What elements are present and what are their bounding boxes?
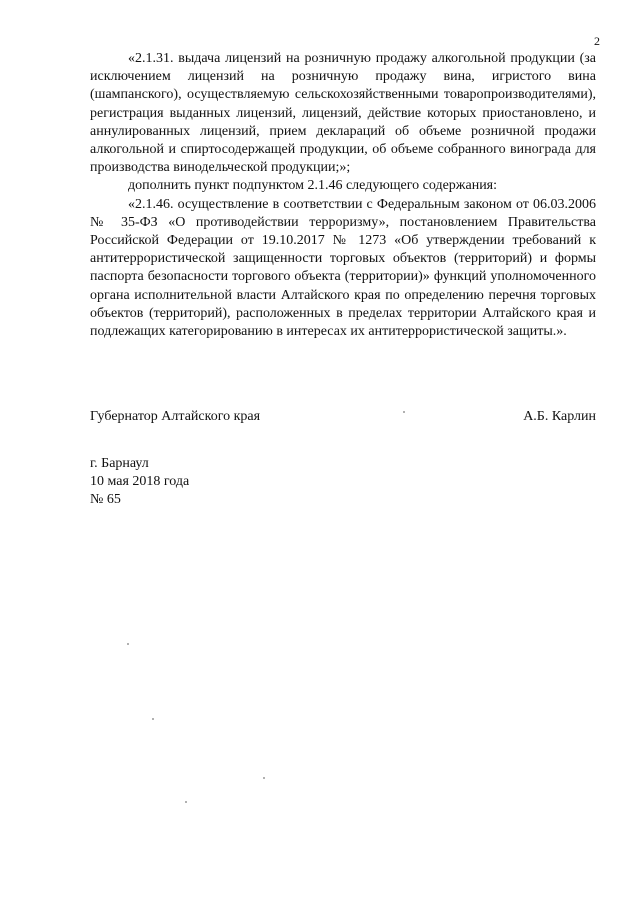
paragraph-2-1-46: «2.1.46. осуществление в соответствии с Федеральным законом от 06.03.2006 № 35-ФЗ «О противодействии терроризму», постановлением Правительства Российской Федерации от 19.10.2017 № 1273 «Об утверждении требований к антитеррористической защищенности торговых объектов (территорий) и формы паспорта безопасности торгового объекта (территории)» функций уполномоченного органа исполнительной власти Алтайского края по определению перечня торговых объектов (территорий), расположенных в пределах территории Алтайского края и подлежащих категорированию в интересах их антитеррористической защиты.». [90, 196, 596, 340]
issue-details [90, 455, 189, 509]
scan-speck [185, 801, 187, 803]
issue-date: 10 мая 2018 года [90, 474, 190, 489]
issue-number: № 65 [90, 492, 121, 507]
scan-speck [403, 411, 405, 413]
signatory-title: Губернатор Алтайского края [90, 409, 261, 424]
paragraph-amendment-intro: дополнить пункт подпунктом 2.1.46 следующего содержания: [128, 178, 498, 194]
scan-speck [152, 718, 154, 720]
scan-speck [127, 643, 129, 645]
document-body [90, 50, 596, 341]
issue-city: г. Барнаул [90, 456, 149, 471]
signature-block [90, 409, 596, 425]
scan-speck [263, 777, 265, 779]
signatory-name: А.Б. Карлин [523, 409, 596, 424]
page-number: 2 [594, 34, 600, 48]
paragraph-2-1-31: «2.1.31. выдача лицензий на розничную продажу алкогольной продукции (за исключением лицензий на розничную продажу вина, игристого вина (шампанского), осуществляемую сельскохозяйственными товаропроизводителями), регистрация выданных лицензий, лицензий, действие которых приостановлено, и аннулированных лицензий, прием деклараций об объеме розничной продажи алкогольной и спиртосодержащей продукции, об объеме собранного винограда для производства винодельческой продукции;»; [90, 51, 596, 176]
